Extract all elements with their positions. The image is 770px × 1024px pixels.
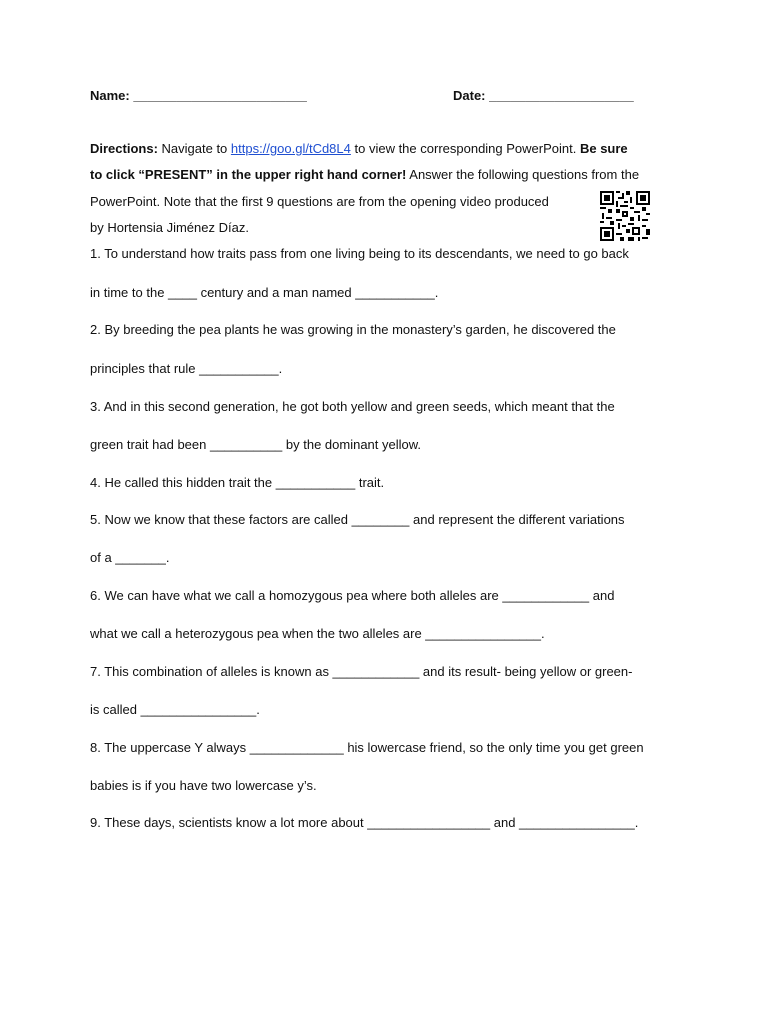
question-1-line-1: 1. To understand how traits pass from one living being to its descendants, we need to go back — [90, 246, 629, 261]
directions-line-3: PowerPoint. Note that the first 9 questions are from the opening video produced — [90, 194, 549, 209]
question-5-line-2: of a _______. — [90, 550, 170, 565]
question-7-line-1: 7. This combination of alleles is known as ____________ and its result- being yellow or green- — [90, 664, 633, 679]
question-6-line-2: what we call a heterozygous pea when the two alleles are ________________. — [90, 626, 545, 641]
qr-code-icon[interactable] — [600, 191, 650, 241]
date-blank: ____________________ — [489, 88, 634, 103]
question-2-line-1: 2. By breeding the pea plants he was growing in the monastery’s garden, he discovered the — [90, 322, 616, 337]
powerpoint-link[interactable]: https://goo.gl/tCd8L4 — [230, 141, 351, 156]
directions-bold-2: to click “PRESENT” in the upper right hand corner! — [90, 167, 407, 182]
question-6-line-1: 6. We can have what we call a homozygous pea where both alleles are ____________ and — [90, 588, 615, 603]
date-label: Date: — [453, 88, 486, 103]
directions-text-2: Answer the following questions from the — [406, 167, 640, 182]
directions-text-1a: Navigate to — [157, 141, 231, 156]
directions-line-1 — [90, 141, 628, 157]
directions-line-4: by Hortensia Jiménez Díaz. — [90, 220, 249, 235]
question-8-line-2: babies is if you have two lowercase y’s. — [90, 778, 317, 793]
directions-label: Directions: — [90, 141, 158, 156]
question-8-line-1: 8. The uppercase Y always _____________ his lowercase friend, so the only time you get green — [90, 740, 644, 755]
question-1-line-2: in time to the ____ century and a man named ___________. — [90, 285, 439, 300]
directions-line-2 — [90, 167, 639, 183]
question-4-line-1: 4. He called this hidden trait the ___________ trait. — [90, 475, 385, 490]
name-field — [90, 88, 307, 104]
question-7-line-2: is called ________________. — [90, 702, 260, 717]
directions-bold-1: Be sure — [579, 141, 628, 156]
question-2-line-2: principles that rule ___________. — [90, 361, 283, 376]
question-5-line-1: 5. Now we know that these factors are called ________ and represent the different variations — [90, 512, 625, 527]
directions-text-1b: to view the corresponding PowerPoint. — [350, 141, 580, 156]
name-label: Name: — [90, 88, 130, 103]
question-3-line-2: green trait had been __________ by the dominant yellow. — [90, 437, 422, 452]
question-9-line-1: 9. These days, scientists know a lot more about _________________ and ________________. — [90, 815, 639, 830]
date-field — [453, 88, 634, 104]
name-blank: ________________________ — [133, 88, 307, 103]
question-3-line-1: 3. And in this second generation, he got both yellow and green seeds, which meant that the — [90, 399, 615, 414]
